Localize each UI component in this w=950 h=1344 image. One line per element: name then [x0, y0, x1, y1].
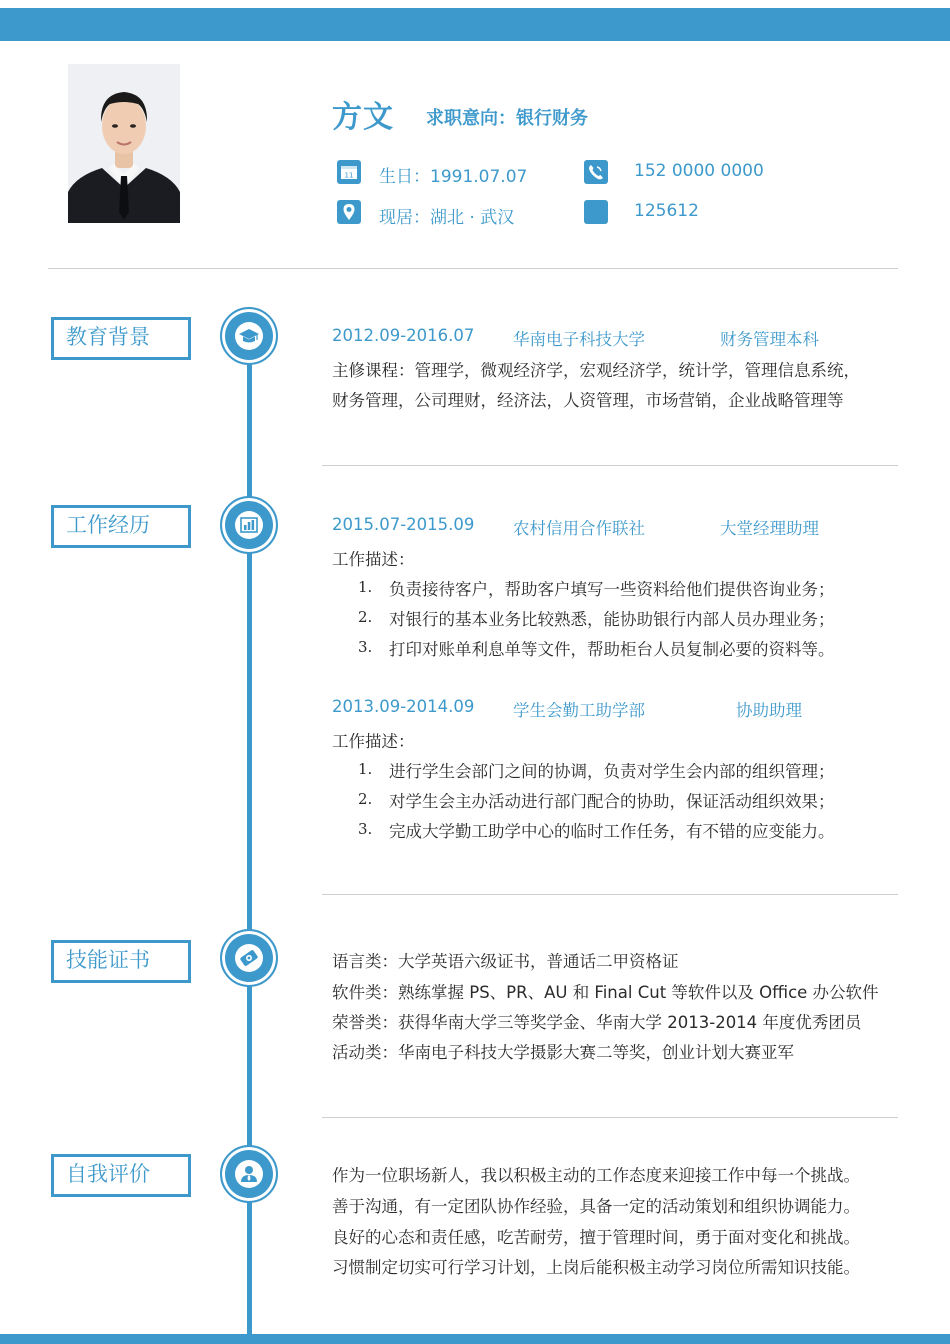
phone-text: 152 0000 0000	[634, 161, 764, 181]
job2-org: 学生会勤工助学部	[513, 701, 645, 720]
job1-desc-label: 工作描述：	[332, 550, 415, 569]
bar-chart-icon	[220, 496, 278, 554]
bottom-accent-bar	[0, 1334, 950, 1344]
edu-school: 华南电子科技大学	[513, 330, 645, 349]
edu-courses-line2: 财务管理，公司理财，经济法，人资管理，市场营销，企业战略管理等	[332, 391, 844, 410]
graduation-cap-icon	[220, 307, 278, 365]
job2-role: 协助助理	[736, 701, 802, 720]
edu-courses-line1: 主修课程：管理学，微观经济学，宏观经济学，统计学，管理信息系统，	[332, 361, 860, 380]
divider-skills	[322, 1117, 898, 1118]
section-title-skills: 技能证书	[51, 940, 191, 983]
job1-item2-num: 2.	[358, 608, 373, 626]
qq-icon	[584, 200, 608, 224]
job1-item3-text: 打印对账单利息单等文件，帮助柜台人员复制必要的资料等。	[389, 640, 835, 659]
job1-item1-text: 负责接待客户，帮助客户填写一些资料给他们提供咨询业务；	[389, 580, 835, 599]
self-eval-line3: 良好的心态和责任感，吃苦耐劳，擅于管理时间，勇于面对变化和挑战。	[332, 1228, 860, 1247]
job1-org: 农村信用合作联社	[513, 519, 645, 538]
job1-role: 大堂经理助理	[720, 519, 819, 538]
job2-period: 2013.09-2014.09	[332, 697, 475, 716]
edu-period: 2012.09-2016.07	[332, 326, 475, 345]
avatar-photo	[68, 64, 180, 223]
job1-item2-text: 对银行的基本业务比较熟悉，能协助银行内部人员办理业务；	[389, 610, 835, 629]
section-title-self-eval: 自我评价	[51, 1154, 191, 1197]
job-intent: 求职意向：银行财务	[426, 108, 588, 129]
divider-work	[322, 894, 898, 895]
phone-icon	[584, 160, 608, 184]
job2-item2-text: 对学生会主办活动进行部门配合的协助，保证活动组织效果；	[389, 792, 835, 811]
job2-item3-num: 3.	[358, 820, 373, 838]
person-icon	[220, 1145, 278, 1203]
birthday-text: 生日：1991.07.07	[379, 167, 528, 187]
job2-item2-num: 2.	[358, 790, 373, 808]
job2-desc-label: 工作描述：	[332, 732, 415, 751]
calendar-icon	[337, 160, 361, 184]
header-divider	[48, 268, 898, 269]
section-title-work: 工作经历	[51, 505, 191, 548]
calendar-day: 11	[344, 171, 354, 180]
location-pin-icon	[337, 200, 361, 224]
edu-major: 财务管理本科	[720, 330, 819, 349]
award-medal-icon	[220, 929, 278, 987]
divider-education	[322, 465, 898, 466]
self-eval-line2: 善于沟通，有一定团队协作经验，具备一定的活动策划和组织协调能力。	[332, 1197, 860, 1216]
section-title-education: 教育背景	[51, 317, 191, 360]
skills-line2: 软件类：熟练掌握 PS、PR、AU 和 Final Cut 等软件以及 Office 办公软件	[332, 983, 879, 1002]
job2-item1-num: 1.	[358, 760, 373, 778]
self-eval-line1: 作为一位职场新人，我以积极主动的工作态度来迎接工作中每一个挑战。	[332, 1166, 860, 1185]
top-accent-bar	[0, 8, 950, 41]
job1-item3-num: 3.	[358, 638, 373, 656]
skills-line4: 活动类：华南电子科技大学摄影大赛二等奖，创业计划大赛亚军	[332, 1043, 794, 1062]
candidate-name: 方文	[332, 100, 394, 135]
self-eval-line4: 习惯制定切实可行学习计划，上岗后能积极主动学习岗位所需知识技能。	[332, 1258, 860, 1277]
skills-line1: 语言类：大学英语六级证书，普通话二甲资格证	[332, 952, 679, 971]
job1-period: 2015.07-2015.09	[332, 515, 475, 534]
job1-item1-num: 1.	[358, 578, 373, 596]
job2-item3-text: 完成大学勤工助学中心的临时工作任务，有不错的应变能力。	[389, 822, 835, 841]
skills-line3: 荣誉类：获得华南大学三等奖学金、华南大学 2013-2014 年度优秀团员	[332, 1013, 862, 1032]
job2-item1-text: 进行学生会部门之间的协调，负责对学生会内部的组织管理；	[389, 762, 835, 781]
residence-text: 现居：湖北 · 武汉	[379, 208, 515, 228]
qq-text: 125612	[634, 201, 699, 221]
